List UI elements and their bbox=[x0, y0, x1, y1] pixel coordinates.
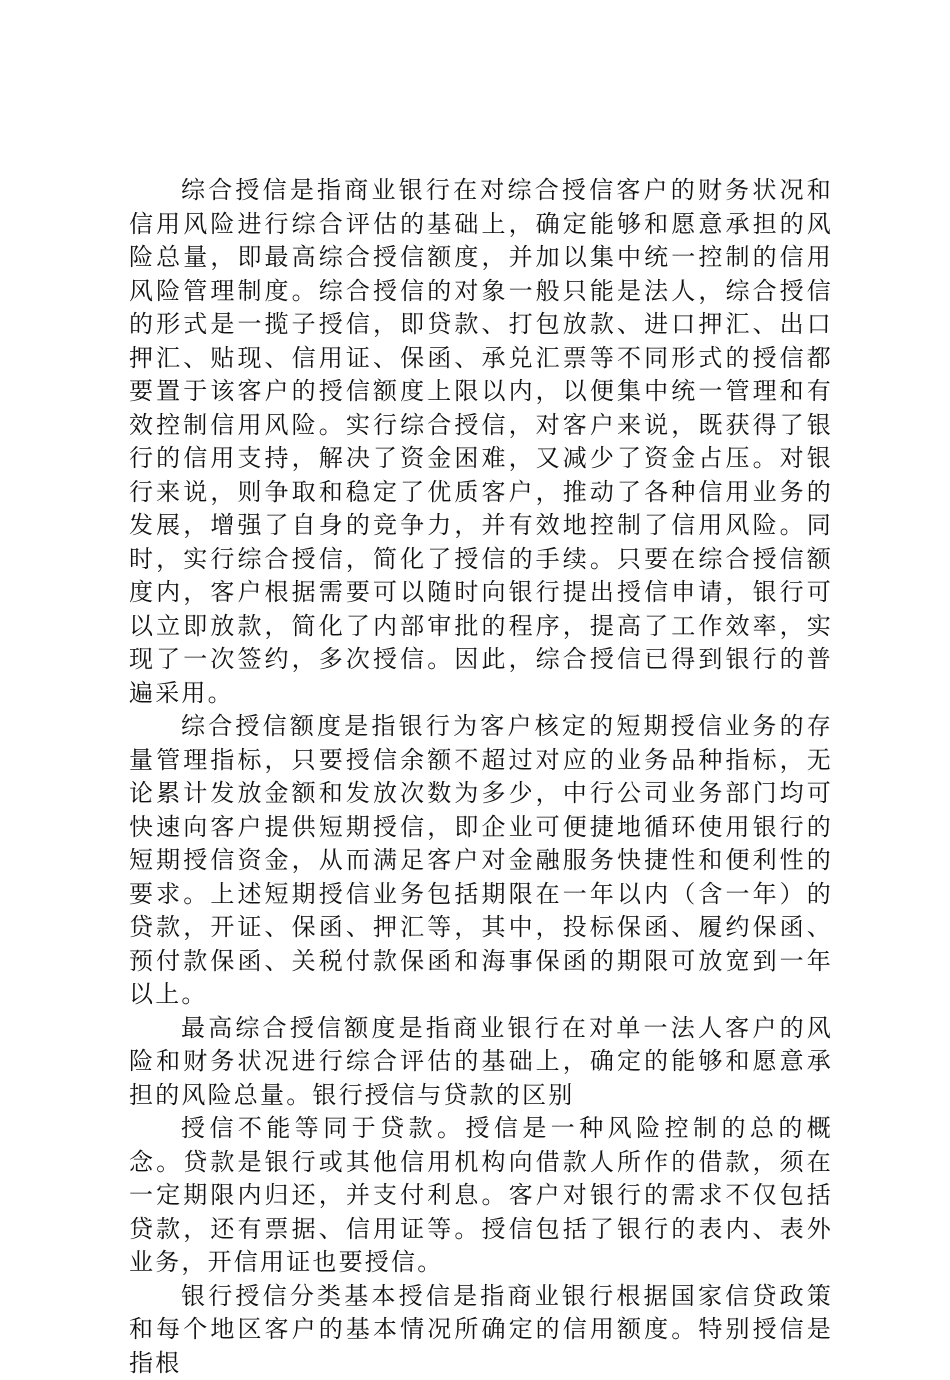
paragraph-credit-classification: 银行授信分类基本授信是指商业银行根据国家信贷政策和每个地区客户的基本情况所确定的信用额度。特别授信是指根 bbox=[129, 1280, 833, 1380]
paragraph-credit-vs-loan: 授信不能等同于贷款。授信是一种风险控制的总的概念。贷款是银行或其他信用机构向借款人所作的借款，须在一定期限内归还，并支付利息。客户对银行的需求不仅包括贷款，还有票据、信用证等。授信包括了银行的表内、表外业务，开信用证也要授信。 bbox=[129, 1112, 833, 1280]
document-body bbox=[129, 174, 833, 1380]
paragraph-max-credit-limit: 最高综合授信额度是指商业银行在对单一法人客户的风险和财务状况进行综合评估的基础上，确定的能够和愿意承担的风险总量。银行授信与贷款的区别 bbox=[129, 1012, 833, 1113]
paragraph-comprehensive-credit: 综合授信是指商业银行在对综合授信客户的财务状况和信用风险进行综合评估的基础上，确定能够和愿意承担的风险总量，即最高综合授信额度，并加以集中统一控制的信用风险管理制度。综合授信的对象一般只能是法人，综合授信的形式是一揽子授信，即贷款、打包放款、进口押汇、出口押汇、贴现、信用证、保函、承兑汇票等不同形式的授信都要置于该客户的授信额度上限以内，以便集中统一管理和有效控制信用风险。实行综合授信，对客户来说，既获得了银行的信用支持，解决了资金困难，又减少了资金占压。对银行来说，则争取和稳定了优质客户，推动了各种信用业务的发展，增强了自身的竞争力，并有效地控制了信用风险。同时，实行综合授信，简化了授信的手续。只要在综合授信额度内，客户根据需要可以随时向银行提出授信申请，银行可以立即放款，简化了内部审批的程序，提高了工作效率，实现了一次签约，多次授信。因此，综合授信已得到银行的普遍采用。 bbox=[129, 174, 833, 710]
paragraph-credit-limit: 综合授信额度是指银行为客户核定的短期授信业务的存量管理指标，只要授信余额不超过对应的业务品种指标，无论累计发放金额和发放次数为多少，中行公司业务部门均可快速向客户提供短期授信，即企业可便捷地循环使用银行的短期授信资金，从而满足客户对金融服务快捷性和便利性的要求。上述短期授信业务包括期限在一年以内（含一年）的贷款，开证、保函、押汇等，其中，投标保函、履约保函、预付款保函、关税付款保函和海事保函的期限可放宽到一年以上。 bbox=[129, 710, 833, 1012]
